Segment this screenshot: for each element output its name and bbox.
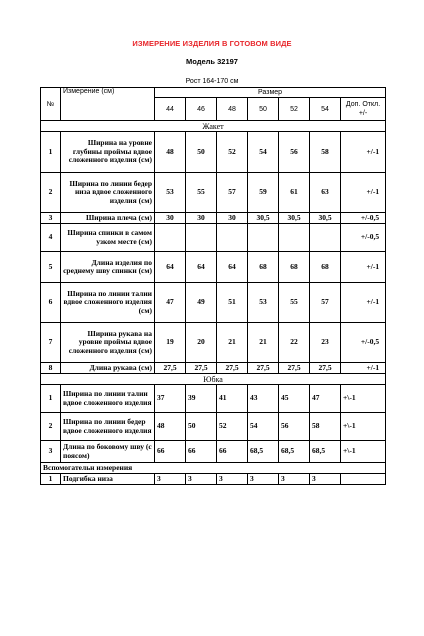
- measurement-value: 66: [217, 441, 248, 463]
- measurement-value: 30: [155, 213, 186, 224]
- measurement-value: 3: [155, 474, 186, 485]
- measurement-value: 27,5: [279, 363, 310, 374]
- measurement-name: Ширина по линии бедер низа вдвое сложенного изделия (см): [61, 173, 155, 213]
- measurement-value: 64: [155, 252, 186, 283]
- measurement-value: 21: [248, 323, 279, 363]
- measurement-value: 3: [310, 474, 341, 485]
- measurement-value: 47: [310, 385, 341, 413]
- measurement-value: 43: [248, 385, 279, 413]
- measurement-name: Ширина по линии бедер вдвое сложенного изделия: [61, 413, 155, 441]
- row-number: 7: [41, 323, 61, 363]
- jacket-row: [41, 224, 386, 252]
- measurement-value: 27,5: [310, 363, 341, 374]
- tolerance-value: +/-1: [341, 173, 386, 213]
- measurement-value: 27,5: [186, 363, 217, 374]
- row-number: 3: [41, 213, 61, 224]
- header-measurement: Измерение (см): [61, 88, 155, 121]
- tolerance-value: +\-1: [341, 441, 386, 463]
- section-jacket: Жакет: [41, 121, 386, 132]
- measurement-value: 3: [248, 474, 279, 485]
- row-number: 6: [41, 283, 61, 323]
- skirt-row: [41, 413, 386, 441]
- measurement-value: 30: [186, 213, 217, 224]
- measurement-value: 68,5: [279, 441, 310, 463]
- size-44: 44: [155, 98, 186, 121]
- measurement-value: 63: [310, 173, 341, 213]
- measurement-name: Ширина плеча (см): [61, 213, 155, 224]
- size-50: 50: [248, 98, 279, 121]
- measurement-value: [186, 224, 217, 252]
- measurement-value: 30,5: [248, 213, 279, 224]
- tolerance-value: +\-1: [341, 413, 386, 441]
- measurement-name: Ширина по линии талии вдвое сложенного изделия: [61, 385, 155, 413]
- tolerance-value: [341, 474, 386, 485]
- measurement-value: 50: [186, 132, 217, 173]
- measurement-table: [40, 87, 386, 485]
- measurement-value: [155, 224, 186, 252]
- header-tolerance: Доп. Откл. +/-: [341, 98, 386, 121]
- measurement-value: 37: [155, 385, 186, 413]
- row-number: 2: [41, 413, 61, 441]
- measurement-value: 54: [248, 413, 279, 441]
- measurement-value: 68,5: [310, 441, 341, 463]
- measurement-name: Ширина по линии талии вдвое сложенного изделия (см): [61, 283, 155, 323]
- measurement-value: 68,5: [248, 441, 279, 463]
- measurement-value: 68: [310, 252, 341, 283]
- measurement-value: [248, 224, 279, 252]
- measurement-value: 64: [217, 252, 248, 283]
- measurement-name: Длина рукава (см): [61, 363, 155, 374]
- measurement-value: 55: [279, 283, 310, 323]
- measurement-value: 47: [155, 283, 186, 323]
- tolerance-value: +/-0,5: [341, 323, 386, 363]
- size-46: 46: [186, 98, 217, 121]
- measurement-value: 56: [279, 132, 310, 173]
- measurement-value: 68: [248, 252, 279, 283]
- measurement-value: 3: [186, 474, 217, 485]
- height-range: Рост 164-170 см: [185, 78, 239, 85]
- measurement-value: 30,5: [310, 213, 341, 224]
- row-number: 1: [41, 474, 61, 485]
- measurement-value: 56: [279, 413, 310, 441]
- measurement-value: 48: [155, 132, 186, 173]
- tolerance-value: +/-1: [341, 252, 386, 283]
- measurement-name: Ширина на уровне глубины проймы вдвое сложенного изделия (см): [61, 132, 155, 173]
- measurement-value: 59: [248, 173, 279, 213]
- measurement-value: 27,5: [155, 363, 186, 374]
- row-number: 1: [41, 132, 61, 173]
- measurement-value: 58: [310, 132, 341, 173]
- skirt-row: [41, 441, 386, 463]
- row-number: 5: [41, 252, 61, 283]
- measurement-value: 3: [279, 474, 310, 485]
- measurement-value: 30,5: [279, 213, 310, 224]
- measurement-value: 20: [186, 323, 217, 363]
- row-number: 2: [41, 173, 61, 213]
- measurement-value: 22: [279, 323, 310, 363]
- skirt-row: [41, 385, 386, 413]
- row-number: 4: [41, 224, 61, 252]
- measurement-value: 68: [279, 252, 310, 283]
- measurement-value: [279, 224, 310, 252]
- measurement-value: 64: [186, 252, 217, 283]
- measurement-value: 61: [279, 173, 310, 213]
- measurement-value: 39: [186, 385, 217, 413]
- jacket-row: [41, 173, 386, 213]
- measurement-value: 27,5: [217, 363, 248, 374]
- measurement-value: 58: [310, 413, 341, 441]
- section-skirt: Юбка: [41, 374, 386, 385]
- row-number: 8: [41, 363, 61, 374]
- model-number: Модель 32197: [186, 57, 238, 66]
- size-48: 48: [217, 98, 248, 121]
- header-number: №: [41, 88, 61, 121]
- jacket-row: [41, 283, 386, 323]
- size-54: 54: [310, 98, 341, 121]
- tolerance-value: +\-1: [341, 385, 386, 413]
- document-title: ИЗМЕРЕНИЕ ИЗДЕЛИЯ В ГОТОВОМ ВИДЕ: [132, 39, 292, 48]
- measurement-value: 50: [186, 413, 217, 441]
- measurement-name: Подгибка низа: [61, 474, 155, 485]
- measurement-value: 52: [217, 413, 248, 441]
- measurement-value: 55: [186, 173, 217, 213]
- row-number: 3: [41, 441, 61, 463]
- measurement-value: 57: [217, 173, 248, 213]
- measurement-value: 52: [217, 132, 248, 173]
- jacket-row: [41, 363, 386, 374]
- measurement-value: 54: [248, 132, 279, 173]
- jacket-row: [41, 252, 386, 283]
- jacket-row: [41, 132, 386, 173]
- measurement-value: 53: [248, 283, 279, 323]
- measurement-name: Длина по боковому шву (с поясом): [61, 441, 155, 463]
- measurement-value: 51: [217, 283, 248, 323]
- measurement-value: 66: [186, 441, 217, 463]
- measurement-value: 66: [155, 441, 186, 463]
- size-52: 52: [279, 98, 310, 121]
- measurement-value: 41: [217, 385, 248, 413]
- measurement-value: 27,5: [248, 363, 279, 374]
- measurement-value: 57: [310, 283, 341, 323]
- tolerance-value: +/-1: [341, 132, 386, 173]
- tolerance-value: +/-0,5: [341, 224, 386, 252]
- measurement-value: 19: [155, 323, 186, 363]
- measurement-value: 49: [186, 283, 217, 323]
- measurement-value: 53: [155, 173, 186, 213]
- tolerance-value: +/-0,5: [341, 213, 386, 224]
- tolerance-value: +/-1: [341, 363, 386, 374]
- measurement-value: 3: [217, 474, 248, 485]
- measurement-value: 48: [155, 413, 186, 441]
- measurement-name: Ширина рукава на уровне проймы вдвое сложенного изделия (см): [61, 323, 155, 363]
- jacket-row: [41, 323, 386, 363]
- tolerance-value: +/-1: [341, 283, 386, 323]
- jacket-row: [41, 213, 386, 224]
- measurement-value: 21: [217, 323, 248, 363]
- header-size: Размер: [155, 88, 386, 98]
- measurement-value: [217, 224, 248, 252]
- section-aux: Вспомогательн измерения: [41, 463, 386, 474]
- measurement-name: Ширина спинки в самом узком месте (см): [61, 224, 155, 252]
- measurement-value: [310, 224, 341, 252]
- measurement-value: 23: [310, 323, 341, 363]
- measurement-name: Длина изделия по среднему шву спинки (см): [61, 252, 155, 283]
- measurement-value: 45: [279, 385, 310, 413]
- aux-row: [41, 474, 386, 485]
- measurement-value: 30: [217, 213, 248, 224]
- row-number: 1: [41, 385, 61, 413]
